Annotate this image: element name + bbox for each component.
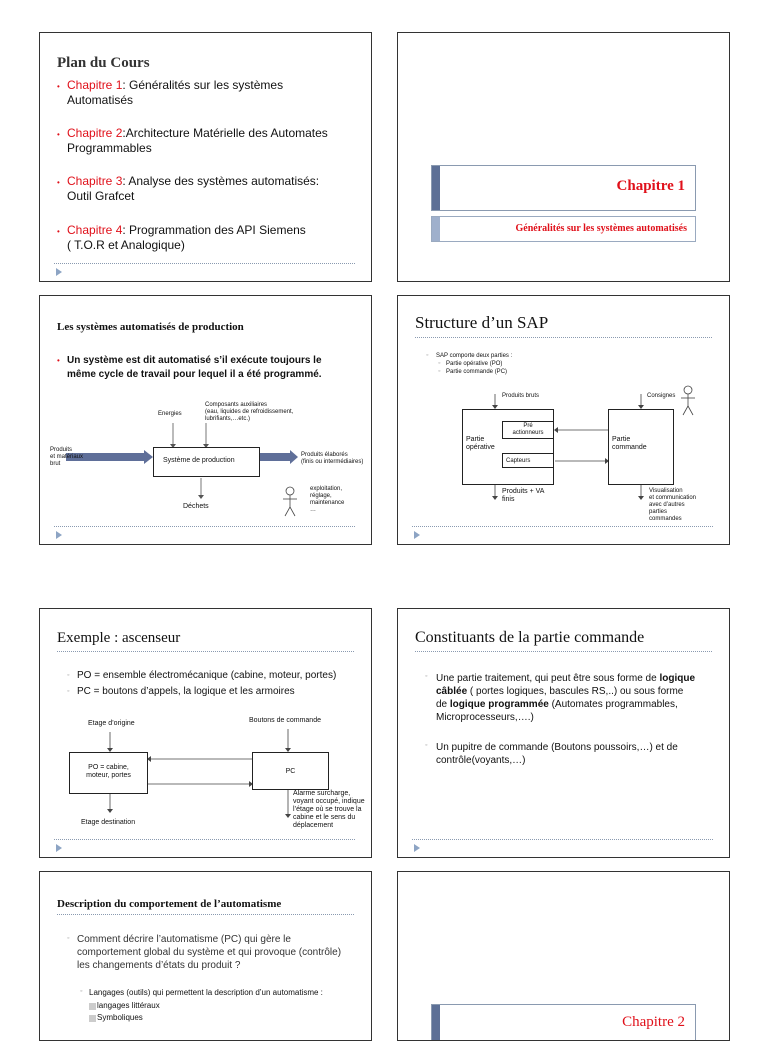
chapter-item: Chapitre 4: Programmation des API Siemens ( T.O.R et Analogique) — [67, 223, 306, 252]
sub-po: Partie opérative (PO) — [446, 361, 503, 367]
bullet-icon: ◦ — [438, 360, 441, 367]
raw-products-label: Produits et matériaux brut — [50, 447, 84, 467]
title-rule — [415, 651, 712, 652]
play-icon — [56, 268, 62, 276]
slide-systemes-automatises — [39, 295, 372, 545]
po-box: PO = cabine, moteur, portes — [69, 752, 148, 794]
instructions-label: Consignes — [647, 393, 676, 399]
pc-definition: PC = boutons d’appels, la logique et les armoires — [77, 686, 295, 697]
play-icon — [414, 844, 420, 852]
bullet-icon: • — [57, 178, 60, 187]
sub-pc: Partie commande (PC) — [446, 369, 508, 375]
processing-part-text: Une partie traitement, qui peut être sous forme de logique câblée ( portes logiques, bascules RS,..) ou sous forme de logique programmée (Automates programmables, Microprocesseurs,….) — [436, 673, 696, 723]
slide-constituants-partie-commande — [397, 608, 730, 858]
chapter-item: Chapitre 3: Analyse des systèmes automatisés: Outil Grafcet — [67, 174, 320, 203]
bullet-icon: • — [57, 227, 60, 236]
waste-label: Déchets — [183, 503, 209, 510]
bullet-icon: • — [57, 82, 60, 91]
po-definition: PO = ensemble électromécanique (cabine, moteur, portes) — [77, 670, 337, 681]
slide-footer — [412, 839, 713, 840]
auxiliary-components: Composants auxiliaires (eau, liquides de refroidissement, lubrifiants,…etc.) — [205, 402, 294, 422]
intro-text: SAP comporte deux parties : — [436, 353, 513, 359]
slide-title: Description du comportement de l’automatisme — [57, 898, 282, 910]
chapter-banner — [431, 165, 696, 211]
slide-title: Structure d’un SAP — [415, 313, 549, 332]
slide-structure-sap — [397, 295, 730, 545]
banner-accent — [432, 1005, 440, 1041]
banner-accent — [432, 166, 440, 210]
chapter-title: Chapitre 1 — [616, 178, 685, 194]
bullet-icon: ◦ — [67, 935, 70, 942]
slide-description-comportement — [39, 871, 372, 1041]
checkbox-icon — [89, 1015, 96, 1022]
chapter-label: Chapitre 2 — [67, 126, 123, 140]
chapter-banner — [431, 1004, 696, 1041]
bullet-icon: • — [57, 356, 60, 365]
slide-footer — [54, 263, 355, 264]
bullet-icon: • — [57, 130, 60, 139]
pc-box: PC — [252, 752, 329, 790]
visualisation-label: Visualisation et communication avec d’autres parties commandes — [649, 488, 697, 522]
raw-products-label: Produits bruts — [502, 393, 540, 399]
chapter-item: Chapitre 1: Généralités sur les systèmes Automatisés — [67, 78, 284, 107]
checkbox-icon — [89, 1003, 96, 1010]
energies-label: Energies — [158, 411, 182, 417]
production-system-box: Système de production — [153, 447, 260, 477]
origin-floor-label: Etage d’origine — [88, 720, 135, 727]
slide-footer — [54, 839, 355, 840]
chapter-label: Chapitre 3 — [67, 174, 123, 188]
sensors-box: Capteurs — [502, 453, 554, 468]
control-part-box: Partie commande — [608, 409, 674, 485]
chapter-label: Chapitre 4 — [67, 223, 123, 237]
play-icon — [414, 531, 420, 539]
pre-actuators-box: Pré actionneurs — [502, 421, 554, 439]
alarm-label: Alarme surcharge, voyant occupé, indique l’étage où se trouve la cabine et le sens du déplacement — [293, 790, 365, 829]
bullet-icon: ◦ — [426, 352, 429, 359]
slide-title: Les systèmes automatisés de production — [57, 321, 244, 333]
slide-footer — [412, 526, 713, 527]
bullet-icon: ◦ — [67, 672, 70, 679]
languages-text: Langages (outils) qui permettent la description d’un automatisme : — [89, 988, 323, 997]
chapter-item: Chapitre 2:Architecture Matérielle des Automates Programmables — [67, 126, 328, 155]
chapter-subtitle: Généralités sur les systèmes automatisés — [515, 223, 687, 234]
title-rule — [57, 914, 354, 915]
banner-accent — [432, 217, 440, 241]
control-desk-text: Un pupitre de commande (Boutons poussoirs,…) et de contrôle(voyants,…) — [436, 742, 678, 766]
bullet-icon: ◦ — [425, 673, 428, 680]
bullet-icon: ◦ — [80, 988, 83, 995]
play-icon — [56, 844, 62, 852]
slide-chapitre-2 — [397, 871, 730, 1041]
human-role-label: exploitation, réglage, maintenance … — [310, 486, 345, 513]
finished-products-label: Produits élaborés (finis ou intermédiaires) — [301, 452, 364, 465]
slide-title: Plan du Cours — [57, 55, 150, 71]
chapter-subtitle-banner — [431, 216, 696, 242]
literal-languages: langages littéraux — [97, 1001, 160, 1010]
bullet-icon: ◦ — [425, 742, 428, 749]
destination-floor-label: Etage destination — [81, 819, 136, 826]
slide-title: Exemple : ascenseur — [57, 630, 181, 646]
chapter-title: Chapitre 2 — [622, 1014, 685, 1030]
finished-products-label: Produits + VA finis — [502, 488, 545, 503]
bullet-icon: ◦ — [438, 368, 441, 375]
definition: Un système est dit automatisé s’il exécute toujours le même cycle de travail pour lequel il a été programmé. — [67, 355, 322, 380]
slide-title: Constituants de la partie commande — [415, 629, 645, 646]
slide-chapitre-1 — [397, 32, 730, 282]
play-icon — [56, 531, 62, 539]
symbolic-languages: Symboliques — [97, 1013, 143, 1022]
slide-plan-du-cours — [39, 32, 372, 282]
command-buttons-label: Boutons de commande — [249, 717, 321, 724]
question-text: Comment décrire l’automatisme (PC) qui gère le comportement global du système et qui provoque (contrôle) les changements d’états du produit ? — [77, 934, 342, 971]
slide-footer — [54, 526, 355, 527]
chapter-label: Chapitre 1 — [67, 78, 123, 92]
bullet-icon: ◦ — [67, 688, 70, 695]
operative-part-box: Partie opérative — [462, 409, 554, 485]
slide-exemple-ascenseur — [39, 608, 372, 858]
